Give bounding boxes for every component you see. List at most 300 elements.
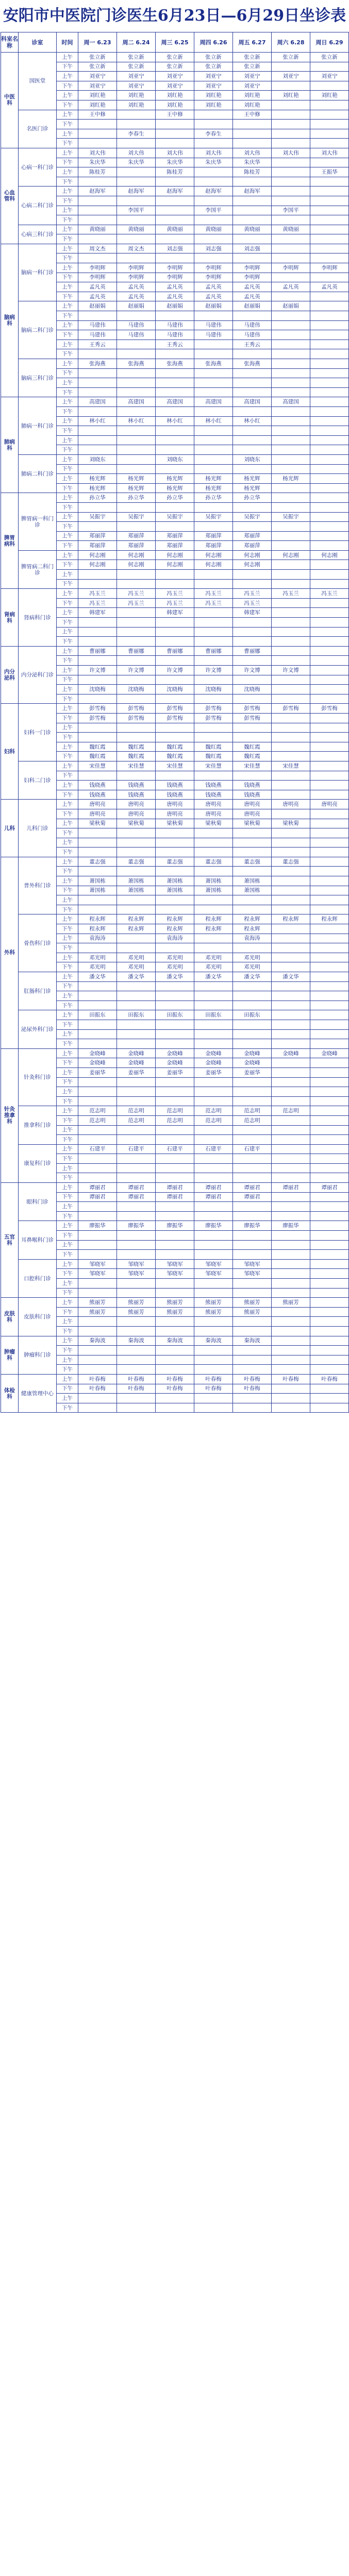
doctor-cell [233,129,272,139]
doctor-cell: 朱庆华 [194,158,233,167]
doctor-cell [117,1125,156,1135]
doctor-cell: 周文杰 [78,244,117,253]
doctor-cell [272,1403,310,1413]
doctor-cell [310,416,349,426]
doctor-cell: 姜丽华 [156,1067,194,1077]
doctor-cell: 田振东 [117,1010,156,1020]
doctor-cell [310,1288,349,1298]
doctor-cell [156,570,194,580]
doctor-cell: 袁海涛 [156,934,194,943]
doctor-cell: 潘文华 [194,972,233,982]
doctor-cell [194,905,233,914]
doctor-cell [117,311,156,321]
period-cell: 下午 [57,598,78,608]
doctor-cell [194,340,233,349]
department-cell: 内分泌科 [1,646,19,704]
doctor-cell [78,771,117,781]
doctor-cell [194,196,233,206]
doctor-cell [117,1154,156,1164]
doctor-cell: 宋佳慧 [233,761,272,771]
doctor-cell: 何志刚 [156,560,194,570]
doctor-cell [194,981,233,991]
period-cell: 上午 [57,206,78,215]
doctor-cell [272,943,310,953]
doctor-cell: 魏红霞 [78,742,117,752]
doctor-cell [78,1231,117,1241]
period-cell: 上午 [57,320,78,330]
doctor-cell [117,848,156,857]
doctor-cell [78,1202,117,1212]
doctor-cell: 彭雪梅 [272,704,310,714]
clinic-cell: 脑病一科门诊 [19,244,57,301]
doctor-cell [272,215,310,225]
doctor-cell [310,292,349,301]
period-cell: 上午 [57,1394,78,1403]
doctor-cell: 高建国 [156,397,194,407]
doctor-cell: 李明辉 [117,263,156,273]
schedule-body [1,53,349,1413]
doctor-cell [272,311,310,321]
doctor-cell: 赵海军 [117,187,156,196]
doctor-cell: 邹晓军 [78,1269,117,1279]
doctor-cell [233,253,272,263]
doctor-cell [310,158,349,167]
schedule-row [1,1221,349,1231]
period-cell: 上午 [57,1279,78,1289]
doctor-cell [156,349,194,359]
doctor-cell [194,1211,233,1221]
doctor-cell [310,531,349,541]
doctor-cell [310,618,349,628]
doctor-cell [233,981,272,991]
doctor-cell: 张海燕 [194,359,233,369]
doctor-cell: 邓光明 [233,953,272,962]
doctor-cell: 郑丽萍 [156,541,194,551]
doctor-cell: 魏红霞 [156,752,194,761]
clinic-cell: 妇科一门诊 [19,704,57,761]
doctor-cell [310,225,349,234]
period-cell: 下午 [57,1403,78,1413]
doctor-cell: 董志强 [78,857,117,867]
doctor-cell [117,934,156,943]
doctor-cell [310,666,349,675]
doctor-cell: 赵丽娟 [156,301,194,311]
period-cell: 下午 [57,1250,78,1260]
doctor-cell: 潘文华 [156,972,194,982]
doctor-cell: 杨光辉 [78,474,117,484]
doctor-cell [233,895,272,905]
header-period: 时间 [57,32,78,53]
doctor-cell [194,1135,233,1145]
doctor-cell: 金晓峰 [233,1048,272,1058]
doctor-cell [310,349,349,359]
doctor-cell [272,522,310,532]
doctor-cell [310,886,349,895]
period-cell: 下午 [57,158,78,167]
department-cell: 皮肤科 [1,1298,19,1336]
doctor-cell: 陈桂芳 [156,167,194,177]
doctor-cell [156,723,194,733]
doctor-cell: 刘大伟 [117,148,156,158]
department-cell: 肺病科 [1,397,19,493]
doctor-cell: 彭雪梅 [117,704,156,714]
doctor-cell: 刘志强 [233,244,272,253]
doctor-cell: 高建国 [233,397,272,407]
doctor-cell [310,81,349,91]
doctor-cell [117,1173,156,1183]
doctor-cell: 林小红 [78,416,117,426]
doctor-cell: 黄晓丽 [117,225,156,234]
doctor-cell: 叶春梅 [272,1374,310,1384]
doctor-cell: 邓光明 [233,962,272,972]
doctor-cell [310,330,349,340]
doctor-cell: 刘红艳 [117,91,156,100]
doctor-cell [272,1269,310,1279]
doctor-cell [194,378,233,388]
doctor-cell [117,579,156,589]
schedule-row [1,187,349,196]
doctor-cell: 姜丽华 [117,1067,156,1077]
doctor-cell: 马建伟 [156,330,194,340]
doctor-cell [233,1231,272,1241]
doctor-cell [78,1365,117,1375]
doctor-cell [194,234,233,244]
doctor-cell: 吴振宇 [194,512,233,522]
doctor-cell [117,1288,156,1298]
doctor-cell: 杨光辉 [272,474,310,484]
doctor-cell [78,1211,117,1221]
doctor-cell: 廖振华 [117,1221,156,1231]
doctor-cell [194,848,233,857]
doctor-cell [272,454,310,464]
period-cell: 上午 [57,1221,78,1231]
period-cell: 下午 [57,330,78,340]
doctor-cell [156,991,194,1001]
doctor-cell [310,1202,349,1212]
doctor-cell: 孟凡英 [117,282,156,292]
doctor-cell [78,1029,117,1039]
doctor-cell [233,139,272,148]
doctor-cell [272,598,310,608]
doctor-cell [310,1029,349,1039]
doctor-cell [78,177,117,187]
doctor-cell [310,1298,349,1308]
doctor-cell: 董志强 [117,857,156,867]
doctor-cell: 何志刚 [194,550,233,560]
doctor-cell: 张海燕 [117,359,156,369]
doctor-cell [310,406,349,416]
doctor-cell [272,1067,310,1077]
doctor-cell [156,656,194,666]
doctor-cell [310,934,349,943]
doctor-cell [78,895,117,905]
doctor-cell: 邓光明 [117,962,156,972]
doctor-cell [272,340,310,349]
doctor-cell [272,1020,310,1029]
period-cell: 上午 [57,340,78,349]
doctor-cell [310,1106,349,1116]
doctor-cell [156,1279,194,1289]
doctor-cell [310,838,349,848]
doctor-cell [194,522,233,532]
period-cell: 下午 [57,1211,78,1221]
clinic-cell: 国医堂 [19,53,57,110]
doctor-cell [272,608,310,618]
doctor-cell: 叶春梅 [117,1384,156,1394]
period-cell: 下午 [57,1077,78,1087]
doctor-cell [272,483,310,493]
doctor-cell: 金晓峰 [117,1058,156,1068]
doctor-cell [194,1173,233,1183]
doctor-cell [78,502,117,512]
doctor-cell [272,905,310,914]
period-cell: 下午 [57,1096,78,1106]
doctor-cell [272,1288,310,1298]
period-cell: 上午 [57,1298,78,1308]
doctor-cell [117,570,156,580]
doctor-cell: 冯玉兰 [117,598,156,608]
doctor-cell [310,1221,349,1231]
doctor-cell: 石建平 [156,1144,194,1154]
doctor-cell [156,637,194,647]
period-cell: 上午 [57,454,78,464]
doctor-cell: 范志明 [233,1115,272,1125]
doctor-cell [233,848,272,857]
doctor-cell [194,1039,233,1049]
doctor-cell [272,177,310,187]
doctor-cell [78,1250,117,1260]
doctor-cell [233,1394,272,1403]
doctor-cell: 钱晓燕 [78,781,117,790]
doctor-cell: 金晓峰 [272,1048,310,1058]
doctor-cell: 邹晓军 [156,1269,194,1279]
clinic-cell: 耳鼻喉科门诊 [19,1221,57,1259]
doctor-cell: 高建国 [78,397,117,407]
doctor-cell: 程永辉 [233,924,272,934]
doctor-cell: 范志明 [233,1106,272,1116]
doctor-cell [310,694,349,704]
period-cell: 上午 [57,1240,78,1250]
doctor-cell: 彭雪梅 [310,704,349,714]
doctor-cell: 叶春梅 [233,1374,272,1384]
period-cell: 下午 [57,694,78,704]
doctor-cell [117,905,156,914]
doctor-cell: 萧国栋 [156,876,194,886]
doctor-cell: 潘文华 [78,972,117,982]
doctor-cell: 萧国栋 [194,886,233,895]
schedule-row [1,761,349,771]
doctor-cell [233,570,272,580]
doctor-cell: 唐明亮 [233,809,272,819]
doctor-cell [233,1288,272,1298]
schedule-row [1,550,349,560]
page-title: 安阳市中医院门诊医生6月23日—6月29日坐诊表 [3,7,346,25]
doctor-cell [233,1202,272,1212]
doctor-cell: 赵丽娟 [194,301,233,311]
doctor-cell: 金晓峰 [156,1058,194,1068]
doctor-cell: 程永辉 [233,914,272,924]
schedule-row [1,704,349,714]
doctor-cell [156,579,194,589]
doctor-cell: 钱晓燕 [233,790,272,800]
doctor-cell: 孙立华 [194,493,233,503]
doctor-cell [194,387,233,397]
doctor-cell [156,838,194,848]
period-cell: 下午 [57,349,78,359]
doctor-cell: 孟凡英 [194,282,233,292]
doctor-cell [310,387,349,397]
doctor-cell [272,81,310,91]
period-cell: 上午 [57,53,78,62]
doctor-cell: 朱庆华 [78,158,117,167]
doctor-cell [233,1125,272,1135]
doctor-cell: 孟凡英 [233,292,272,301]
period-cell: 上午 [57,800,78,809]
doctor-cell: 宋佳慧 [156,761,194,771]
doctor-cell: 朱庆华 [156,158,194,167]
doctor-cell: 谭丽君 [117,1183,156,1193]
doctor-cell [78,1394,117,1403]
doctor-cell: 刘红艳 [272,91,310,100]
doctor-cell: 熊丽芳 [233,1298,272,1308]
doctor-cell [233,349,272,359]
doctor-cell: 王秀云 [78,340,117,349]
doctor-cell [194,579,233,589]
doctor-cell: 谭丽君 [78,1192,117,1202]
doctor-cell [194,627,233,637]
doctor-cell [194,675,233,685]
doctor-cell: 韩建军 [156,608,194,618]
department-cell: 针灸推拿科 [1,1048,19,1182]
clinic-cell: 脾胃病一科门诊 [19,493,57,551]
doctor-cell [156,253,194,263]
doctor-cell: 曹丽娜 [117,646,156,656]
doctor-cell: 石建平 [78,1144,117,1154]
doctor-cell [78,1163,117,1173]
doctor-cell: 邓光明 [78,953,117,962]
doctor-cell [272,723,310,733]
doctor-cell: 刘亚宁 [156,72,194,81]
period-cell: 上午 [57,301,78,311]
doctor-cell [117,120,156,129]
doctor-cell: 廖振华 [156,1221,194,1231]
doctor-cell [272,1231,310,1241]
period-cell: 上午 [57,435,78,445]
doctor-cell: 刘亚宁 [117,81,156,91]
doctor-cell [310,1125,349,1135]
doctor-cell: 黄晓丽 [156,225,194,234]
doctor-cell [310,579,349,589]
doctor-cell [310,560,349,570]
doctor-cell [310,713,349,723]
doctor-cell: 钱晓燕 [233,781,272,790]
period-cell: 上午 [57,627,78,637]
period-cell: 上午 [57,781,78,790]
doctor-cell: 李明辉 [78,273,117,282]
doctor-cell [310,723,349,733]
doctor-cell [156,1355,194,1365]
period-cell: 下午 [57,139,78,148]
doctor-cell: 杨光辉 [233,474,272,484]
doctor-cell [272,359,310,369]
doctor-cell [272,1001,310,1010]
clinic-cell: 内分泌科门诊 [19,646,57,704]
doctor-cell: 王中修 [78,110,117,120]
doctor-cell [310,177,349,187]
doctor-cell: 郑丽萍 [117,531,156,541]
schedule-row [1,53,349,62]
doctor-cell [156,1029,194,1039]
doctor-cell [78,349,117,359]
doctor-cell [78,570,117,580]
doctor-cell [194,608,233,618]
doctor-cell [78,129,117,139]
doctor-cell [272,406,310,416]
header-day: 周二 6.24 [117,32,156,53]
doctor-cell [310,1020,349,1029]
doctor-cell [194,454,233,464]
doctor-cell [272,368,310,378]
doctor-cell: 程永辉 [156,924,194,934]
doctor-cell: 田振东 [78,1010,117,1020]
doctor-cell [310,1211,349,1221]
doctor-cell [272,694,310,704]
doctor-cell: 范志明 [194,1106,233,1116]
header-day: 周三 6.25 [156,32,194,53]
doctor-cell [194,771,233,781]
doctor-cell [233,234,272,244]
doctor-cell: 熊丽芳 [156,1307,194,1317]
doctor-cell: 张立新 [78,62,117,72]
doctor-cell [272,924,310,934]
doctor-cell: 秦海波 [117,1336,156,1346]
doctor-cell: 张立新 [233,62,272,72]
period-cell: 下午 [57,1231,78,1241]
doctor-cell [117,895,156,905]
period-cell: 下午 [57,752,78,761]
doctor-cell: 李明辉 [156,273,194,282]
doctor-cell [310,570,349,580]
doctor-cell: 马建伟 [78,330,117,340]
doctor-cell [156,1039,194,1049]
doctor-cell [310,1154,349,1164]
doctor-cell [310,493,349,503]
clinic-cell: 康复科门诊 [19,1144,57,1182]
doctor-cell: 范志明 [78,1115,117,1125]
period-cell: 下午 [57,177,78,187]
doctor-cell [272,292,310,301]
doctor-cell: 刘红艳 [117,100,156,110]
doctor-cell: 李明辉 [78,263,117,273]
doctor-cell [272,1010,310,1020]
doctor-cell [310,120,349,129]
doctor-cell [117,723,156,733]
doctor-cell: 高建国 [117,397,156,407]
period-cell: 上午 [57,244,78,253]
doctor-cell [233,435,272,445]
doctor-cell: 彭雪梅 [78,704,117,714]
period-cell: 上午 [57,895,78,905]
doctor-cell [310,234,349,244]
doctor-cell [156,905,194,914]
doctor-cell [117,1346,156,1355]
doctor-cell [310,1077,349,1087]
doctor-cell [310,311,349,321]
doctor-cell: 叶春梅 [78,1384,117,1394]
doctor-cell [310,1192,349,1202]
doctor-cell [272,1087,310,1097]
period-cell: 下午 [57,445,78,455]
